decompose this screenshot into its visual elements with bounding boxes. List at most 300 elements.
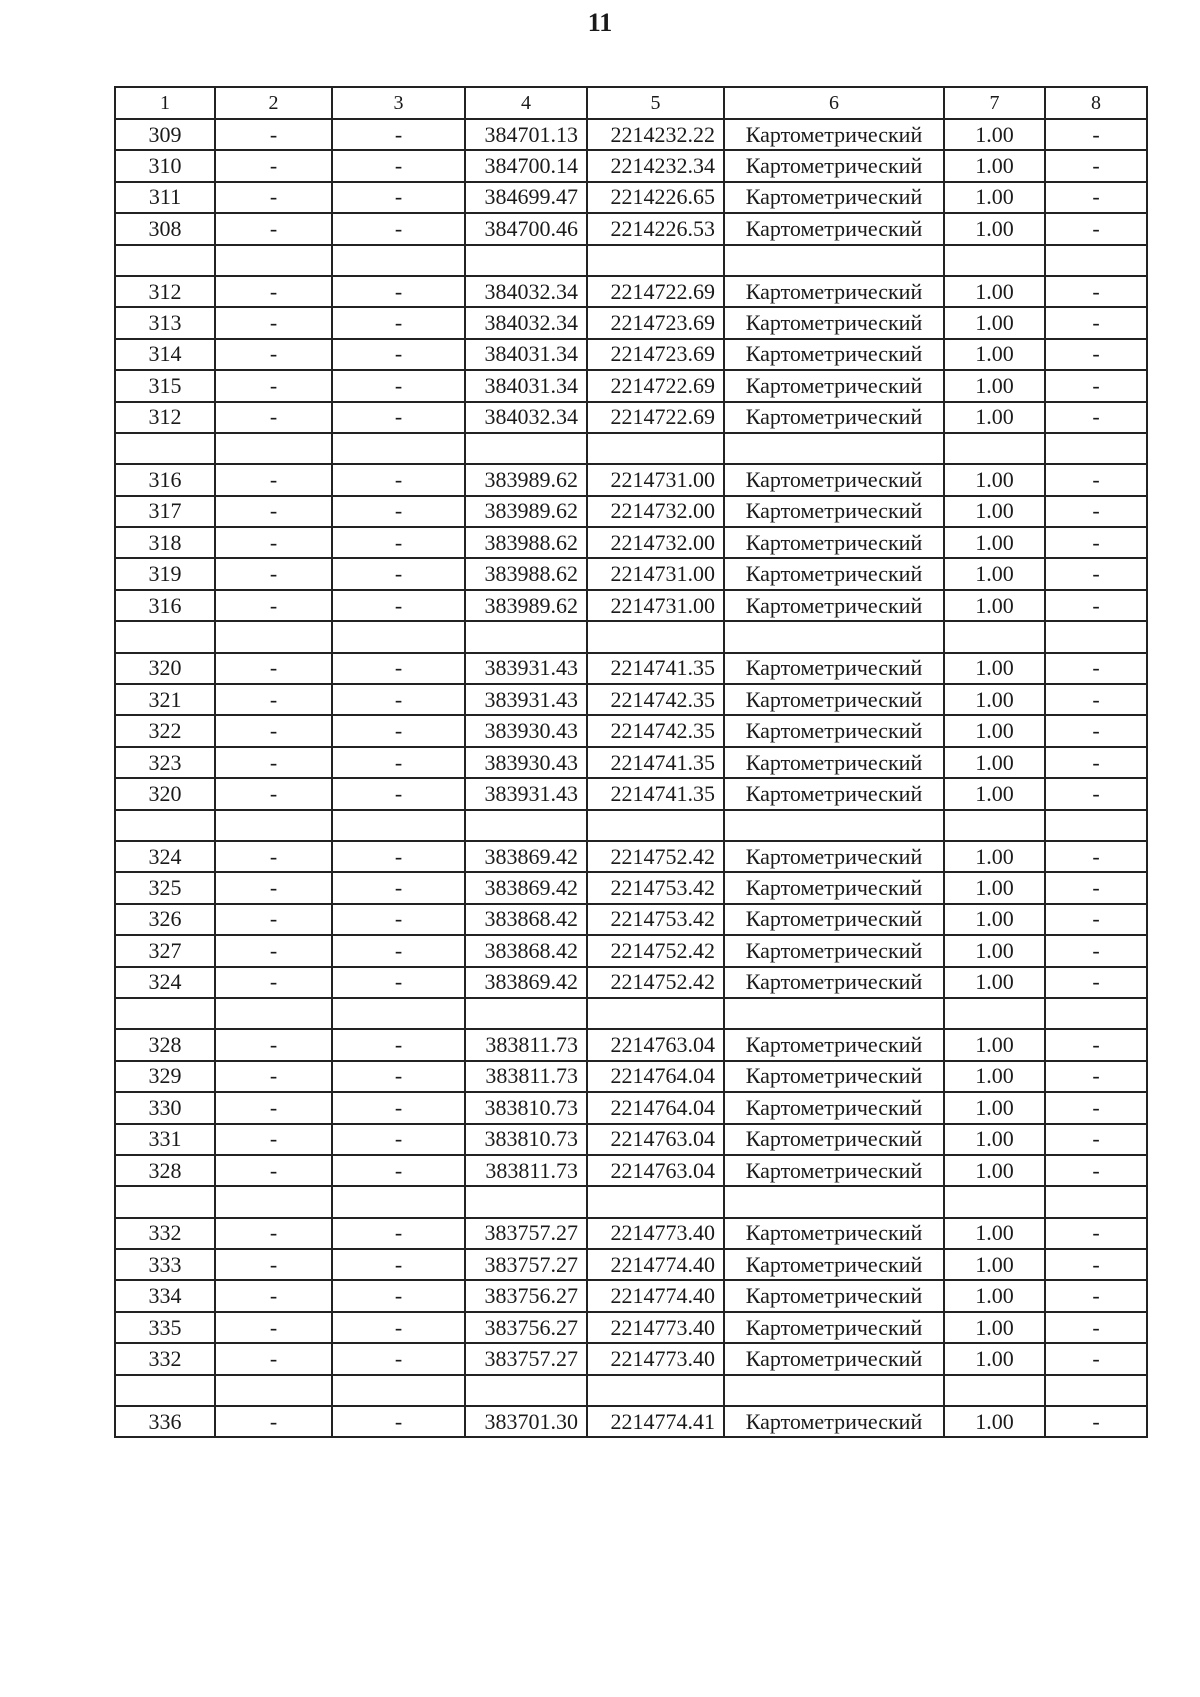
table-cell-col-5: 2214732.00	[587, 527, 724, 558]
table-cell-col-4: 383868.42	[465, 935, 587, 966]
table-cell-col-2	[215, 1375, 332, 1406]
table-cell-col-4: 383810.73	[465, 1092, 587, 1123]
table-row	[115, 119, 1147, 150]
table-cell-col-5: 2214741.35	[587, 747, 724, 778]
table-cell-col-7	[944, 810, 1045, 841]
table-cell-col-2: -	[215, 747, 332, 778]
table-cell-col-7: 1.00	[944, 684, 1045, 715]
table-row	[115, 1124, 1147, 1155]
table-cell-col-2: -	[215, 182, 332, 213]
table-cell-col-7	[944, 245, 1045, 276]
table-cell-col-4: 383868.42	[465, 904, 587, 935]
table-cell-col-4: 383989.62	[465, 590, 587, 621]
table-cell-col-7: 1.00	[944, 841, 1045, 872]
table-cell-col-5: 2214741.35	[587, 653, 724, 684]
table-cell-col-1: 324	[115, 841, 215, 872]
table-cell-col-2: -	[215, 1029, 332, 1060]
table-cell-col-4: 383989.62	[465, 496, 587, 527]
table-row	[115, 496, 1147, 527]
table-cell-col-7	[944, 1375, 1045, 1406]
table-cell-col-7: 1.00	[944, 370, 1045, 401]
table-cell-col-3: -	[332, 1280, 465, 1311]
table-cell-col-8: -	[1045, 841, 1147, 872]
table-row	[115, 558, 1147, 589]
table-cell-col-2: -	[215, 778, 332, 809]
table-cell-col-3: -	[332, 1155, 465, 1186]
table-cell-col-7: 1.00	[944, 1061, 1045, 1092]
table-cell-col-2: -	[215, 276, 332, 307]
table-cell-col-3	[332, 810, 465, 841]
table-cell-col-7: 1.00	[944, 307, 1045, 338]
table-cell-col-2: -	[215, 1280, 332, 1311]
table-cell-col-4: 383811.73	[465, 1061, 587, 1092]
table-cell-col-2: -	[215, 935, 332, 966]
table-cell-col-2: -	[215, 1249, 332, 1280]
table-cell-col-6: Картометрический	[724, 747, 944, 778]
table-cell-col-3: -	[332, 590, 465, 621]
table-cell-col-1: 327	[115, 935, 215, 966]
table-cell-col-5: 2214741.35	[587, 778, 724, 809]
table-cell-col-3: -	[332, 778, 465, 809]
table-row	[115, 370, 1147, 401]
table-cell-col-4: 384699.47	[465, 182, 587, 213]
table-cell-col-4	[465, 998, 587, 1029]
separator-row	[115, 621, 1147, 652]
table-cell-col-4: 384700.14	[465, 150, 587, 181]
table-row	[115, 1155, 1147, 1186]
table-cell-col-2: -	[215, 119, 332, 150]
table-cell-col-7: 1.00	[944, 276, 1045, 307]
column-header-2: 2	[215, 87, 332, 119]
table-cell-col-2: -	[215, 967, 332, 998]
table-cell-col-5: 2214722.69	[587, 370, 724, 401]
table-cell-col-2: -	[215, 150, 332, 181]
table-cell-col-2: -	[215, 464, 332, 495]
table-cell-col-2: -	[215, 1124, 332, 1155]
table-cell-col-6: Картометрический	[724, 841, 944, 872]
table-cell-col-3: -	[332, 1406, 465, 1437]
table-cell-col-8: -	[1045, 935, 1147, 966]
table-cell-col-7: 1.00	[944, 1155, 1045, 1186]
table-cell-col-3: -	[332, 684, 465, 715]
table-cell-col-2	[215, 998, 332, 1029]
table-row	[115, 464, 1147, 495]
table-cell-col-2	[215, 810, 332, 841]
table-cell-col-4: 383757.27	[465, 1343, 587, 1374]
table-cell-col-1: 312	[115, 276, 215, 307]
table-cell-col-7: 1.00	[944, 150, 1045, 181]
table-cell-col-7: 1.00	[944, 1218, 1045, 1249]
table-cell-col-7: 1.00	[944, 1124, 1045, 1155]
table-cell-col-4: 383756.27	[465, 1280, 587, 1311]
table-row	[115, 653, 1147, 684]
table-cell-col-3: -	[332, 402, 465, 433]
table-cell-col-7: 1.00	[944, 1092, 1045, 1123]
table-cell-col-6: Картометрический	[724, 527, 944, 558]
table-cell-col-6: Картометрический	[724, 1406, 944, 1437]
table-cell-col-1: 330	[115, 1092, 215, 1123]
table-cell-col-8: -	[1045, 1280, 1147, 1311]
table-cell-col-6: Картометрический	[724, 1155, 944, 1186]
table-cell-col-3: -	[332, 370, 465, 401]
table-header-row	[115, 87, 1147, 119]
table-cell-col-8: -	[1045, 590, 1147, 621]
table-cell-col-8: -	[1045, 182, 1147, 213]
table-cell-col-5	[587, 998, 724, 1029]
table-cell-col-3: -	[332, 464, 465, 495]
table-cell-col-6: Картометрический	[724, 276, 944, 307]
coordinates-table	[114, 86, 1148, 1438]
table-cell-col-1: 329	[115, 1061, 215, 1092]
separator-row	[115, 245, 1147, 276]
table-row	[115, 527, 1147, 558]
table-cell-col-2: -	[215, 1312, 332, 1343]
page-number: 11	[587, 8, 613, 37]
table-cell-col-4	[465, 810, 587, 841]
table-cell-col-7: 1.00	[944, 339, 1045, 370]
table-cell-col-4: 384032.34	[465, 402, 587, 433]
table-cell-col-7: 1.00	[944, 778, 1045, 809]
table-cell-col-6: Картометрический	[724, 464, 944, 495]
table-row	[115, 967, 1147, 998]
table-cell-col-6: Картометрический	[724, 558, 944, 589]
table-cell-col-5: 2214723.69	[587, 339, 724, 370]
table-cell-col-4: 384031.34	[465, 339, 587, 370]
table-cell-col-2: -	[215, 527, 332, 558]
table-cell-col-1: 311	[115, 182, 215, 213]
table-cell-col-5: 2214774.40	[587, 1280, 724, 1311]
table-cell-col-1: 322	[115, 715, 215, 746]
table-cell-col-7: 1.00	[944, 1343, 1045, 1374]
table-cell-col-8	[1045, 245, 1147, 276]
table-cell-col-7	[944, 1186, 1045, 1217]
table-cell-col-8: -	[1045, 276, 1147, 307]
table-cell-col-8: -	[1045, 653, 1147, 684]
table-cell-col-7: 1.00	[944, 1029, 1045, 1060]
table-row	[115, 935, 1147, 966]
table-cell-col-8: -	[1045, 1029, 1147, 1060]
table-cell-col-8: -	[1045, 1218, 1147, 1249]
table-cell-col-8: -	[1045, 747, 1147, 778]
table-cell-col-4: 383931.43	[465, 778, 587, 809]
table-cell-col-8: -	[1045, 684, 1147, 715]
table-cell-col-1: 328	[115, 1029, 215, 1060]
table-cell-col-7: 1.00	[944, 653, 1045, 684]
table-cell-col-8: -	[1045, 307, 1147, 338]
table-cell-col-6: Картометрический	[724, 339, 944, 370]
table-cell-col-7	[944, 621, 1045, 652]
table-cell-col-8: -	[1045, 1249, 1147, 1280]
table-cell-col-7: 1.00	[944, 872, 1045, 903]
table-cell-col-8	[1045, 998, 1147, 1029]
table-cell-col-3: -	[332, 1343, 465, 1374]
table-cell-col-6: Картометрический	[724, 1343, 944, 1374]
table-cell-col-2: -	[215, 1092, 332, 1123]
table-cell-col-4: 384700.46	[465, 213, 587, 244]
table-cell-col-1: 320	[115, 778, 215, 809]
table-cell-col-7: 1.00	[944, 1280, 1045, 1311]
table-cell-col-6: Картометрический	[724, 1029, 944, 1060]
table-cell-col-3: -	[332, 119, 465, 150]
table-cell-col-5: 2214763.04	[587, 1124, 724, 1155]
table-cell-col-4: 383988.62	[465, 527, 587, 558]
table-cell-col-7: 1.00	[944, 1249, 1045, 1280]
table-cell-col-6: Картометрический	[724, 872, 944, 903]
separator-row	[115, 998, 1147, 1029]
table-cell-col-4	[465, 433, 587, 464]
table-cell-col-5: 2214773.40	[587, 1218, 724, 1249]
table-cell-col-3	[332, 1375, 465, 1406]
table-cell-col-5: 2214774.40	[587, 1249, 724, 1280]
table-cell-col-6: Картометрический	[724, 778, 944, 809]
table-cell-col-1	[115, 1375, 215, 1406]
table-cell-col-5	[587, 1186, 724, 1217]
table-cell-col-5: 2214742.35	[587, 684, 724, 715]
table-cell-col-4: 383811.73	[465, 1155, 587, 1186]
table-cell-col-8: -	[1045, 778, 1147, 809]
table-cell-col-7: 1.00	[944, 527, 1045, 558]
table-cell-col-1: 323	[115, 747, 215, 778]
table-cell-col-8: -	[1045, 715, 1147, 746]
column-header-8: 8	[1045, 87, 1147, 119]
table-row	[115, 276, 1147, 307]
table-cell-col-6: Картометрический	[724, 119, 944, 150]
table-cell-col-8	[1045, 1186, 1147, 1217]
table-row	[115, 904, 1147, 935]
table-cell-col-4: 383931.43	[465, 653, 587, 684]
table-cell-col-7: 1.00	[944, 590, 1045, 621]
table-row	[115, 778, 1147, 809]
table-cell-col-3: -	[332, 150, 465, 181]
table-cell-col-8	[1045, 621, 1147, 652]
table-cell-col-4: 383930.43	[465, 747, 587, 778]
table-cell-col-7: 1.00	[944, 715, 1045, 746]
table-row	[115, 150, 1147, 181]
table-cell-col-2	[215, 621, 332, 652]
table-cell-col-6	[724, 433, 944, 464]
table-cell-col-1: 317	[115, 496, 215, 527]
table-cell-col-1	[115, 998, 215, 1029]
table-cell-col-6: Картометрический	[724, 1218, 944, 1249]
table-cell-col-2: -	[215, 307, 332, 338]
table-cell-col-1: 319	[115, 558, 215, 589]
table-cell-col-3: -	[332, 715, 465, 746]
table-row	[115, 1092, 1147, 1123]
table-cell-col-2: -	[215, 684, 332, 715]
table-cell-col-4: 383869.42	[465, 841, 587, 872]
table-cell-col-6	[724, 1186, 944, 1217]
table-cell-col-6: Картометрический	[724, 904, 944, 935]
table-row	[115, 1061, 1147, 1092]
table-cell-col-4: 384032.34	[465, 276, 587, 307]
table-cell-col-1: 336	[115, 1406, 215, 1437]
table-cell-col-6: Картометрический	[724, 715, 944, 746]
table-cell-col-7: 1.00	[944, 904, 1045, 935]
table-cell-col-1: 335	[115, 1312, 215, 1343]
table-cell-col-4: 383811.73	[465, 1029, 587, 1060]
table-cell-col-2: -	[215, 841, 332, 872]
table-cell-col-4: 384031.34	[465, 370, 587, 401]
table-row	[115, 1249, 1147, 1280]
table-cell-col-3	[332, 245, 465, 276]
table-cell-col-5: 2214753.42	[587, 872, 724, 903]
table-cell-col-2	[215, 245, 332, 276]
table-cell-col-7: 1.00	[944, 213, 1045, 244]
table-cell-col-1	[115, 245, 215, 276]
table-cell-col-4	[465, 621, 587, 652]
table-cell-col-8: -	[1045, 496, 1147, 527]
table-cell-col-6: Картометрический	[724, 1092, 944, 1123]
table-row	[115, 872, 1147, 903]
table-cell-col-7: 1.00	[944, 1406, 1045, 1437]
table-cell-col-3: -	[332, 1312, 465, 1343]
table-cell-col-3: -	[332, 653, 465, 684]
table-cell-col-8: -	[1045, 213, 1147, 244]
table-cell-col-1: 326	[115, 904, 215, 935]
table-cell-col-6: Картометрический	[724, 307, 944, 338]
table-cell-col-8: -	[1045, 339, 1147, 370]
table-cell-col-5: 2214753.42	[587, 904, 724, 935]
table-cell-col-5: 2214752.42	[587, 935, 724, 966]
table-cell-col-8: -	[1045, 464, 1147, 495]
table-cell-col-1: 331	[115, 1124, 215, 1155]
table-cell-col-2: -	[215, 1155, 332, 1186]
table-cell-col-5: 2214732.00	[587, 496, 724, 527]
table-cell-col-8: -	[1045, 558, 1147, 589]
table-cell-col-4: 383988.62	[465, 558, 587, 589]
table-row	[115, 590, 1147, 621]
table-cell-col-2: -	[215, 558, 332, 589]
table-cell-col-2: -	[215, 1343, 332, 1374]
table-cell-col-7: 1.00	[944, 558, 1045, 589]
table-cell-col-2	[215, 433, 332, 464]
table-cell-col-6: Картометрический	[724, 590, 944, 621]
table-cell-col-2: -	[215, 339, 332, 370]
table-cell-col-5: 2214722.69	[587, 276, 724, 307]
table-cell-col-8: -	[1045, 370, 1147, 401]
table-cell-col-5: 2214773.40	[587, 1343, 724, 1374]
table-cell-col-5: 2214232.22	[587, 119, 724, 150]
table-row	[115, 339, 1147, 370]
table-row	[115, 684, 1147, 715]
table-cell-col-6	[724, 810, 944, 841]
table-cell-col-3: -	[332, 1218, 465, 1249]
table-cell-col-6: Картометрический	[724, 653, 944, 684]
table-cell-col-3: -	[332, 967, 465, 998]
table-cell-col-4: 383869.42	[465, 872, 587, 903]
table-cell-col-7: 1.00	[944, 182, 1045, 213]
table-cell-col-6	[724, 245, 944, 276]
table-cell-col-8	[1045, 810, 1147, 841]
table-cell-col-1: 316	[115, 464, 215, 495]
table-cell-col-2: -	[215, 653, 332, 684]
table-cell-col-3: -	[332, 527, 465, 558]
table-cell-col-1: 318	[115, 527, 215, 558]
table-cell-col-3: -	[332, 747, 465, 778]
table-cell-col-8: -	[1045, 527, 1147, 558]
table-cell-col-4	[465, 245, 587, 276]
table-cell-col-2: -	[215, 402, 332, 433]
separator-row	[115, 1186, 1147, 1217]
table-row	[115, 1218, 1147, 1249]
table-cell-col-6: Картометрический	[724, 496, 944, 527]
table-cell-col-2: -	[215, 872, 332, 903]
table-cell-col-3: -	[332, 1092, 465, 1123]
table-row	[115, 213, 1147, 244]
table-cell-col-2: -	[215, 1406, 332, 1437]
table-cell-col-7: 1.00	[944, 402, 1045, 433]
table-cell-col-1: 324	[115, 967, 215, 998]
table-cell-col-8: -	[1045, 872, 1147, 903]
table-cell-col-3: -	[332, 339, 465, 370]
table-cell-col-4: 383701.30	[465, 1406, 587, 1437]
table-cell-col-7: 1.00	[944, 967, 1045, 998]
table-cell-col-1: 332	[115, 1218, 215, 1249]
table-row	[115, 1343, 1147, 1374]
table-cell-col-3: -	[332, 558, 465, 589]
table-cell-col-5: 2214774.41	[587, 1406, 724, 1437]
table-cell-col-5: 2214226.53	[587, 213, 724, 244]
table-row	[115, 402, 1147, 433]
column-header-1: 1	[115, 87, 215, 119]
table-cell-col-6: Картометрический	[724, 370, 944, 401]
table-cell-col-6: Картометрический	[724, 402, 944, 433]
table-cell-col-8: -	[1045, 1061, 1147, 1092]
table-cell-col-3: -	[332, 1124, 465, 1155]
table-cell-col-2: -	[215, 715, 332, 746]
table-cell-col-4: 383989.62	[465, 464, 587, 495]
table-cell-col-6: Картометрический	[724, 1280, 944, 1311]
table-cell-col-6: Картометрический	[724, 1312, 944, 1343]
table-cell-col-4: 383757.27	[465, 1218, 587, 1249]
table-cell-col-1: 316	[115, 590, 215, 621]
table-cell-col-4: 383756.27	[465, 1312, 587, 1343]
column-header-4: 4	[465, 87, 587, 119]
table-cell-col-7	[944, 433, 1045, 464]
table-row	[115, 1280, 1147, 1311]
table-cell-col-8: -	[1045, 150, 1147, 181]
table-cell-col-5: 2214731.00	[587, 590, 724, 621]
table-cell-col-4: 383810.73	[465, 1124, 587, 1155]
table-cell-col-1: 313	[115, 307, 215, 338]
table-row	[115, 841, 1147, 872]
table-cell-col-1: 314	[115, 339, 215, 370]
table-cell-col-3: -	[332, 935, 465, 966]
table-cell-col-1: 309	[115, 119, 215, 150]
table-cell-col-2: -	[215, 496, 332, 527]
column-header-3: 3	[332, 87, 465, 119]
table-cell-col-1	[115, 1186, 215, 1217]
table-cell-col-3: -	[332, 307, 465, 338]
table-cell-col-4: 384701.13	[465, 119, 587, 150]
table-cell-col-3: -	[332, 1249, 465, 1280]
table-cell-col-5: 2214773.40	[587, 1312, 724, 1343]
table-cell-col-1	[115, 621, 215, 652]
table-cell-col-7: 1.00	[944, 1312, 1045, 1343]
table-row	[115, 1406, 1147, 1437]
table-cell-col-8: -	[1045, 904, 1147, 935]
table-cell-col-5	[587, 1375, 724, 1406]
table-cell-col-2: -	[215, 370, 332, 401]
table-cell-col-2: -	[215, 213, 332, 244]
table-row	[115, 715, 1147, 746]
table-cell-col-6: Картометрический	[724, 150, 944, 181]
table-cell-col-1: 312	[115, 402, 215, 433]
table-cell-col-7	[944, 998, 1045, 1029]
table-cell-col-5: 2214752.42	[587, 967, 724, 998]
table-row	[115, 182, 1147, 213]
table-cell-col-3: -	[332, 213, 465, 244]
